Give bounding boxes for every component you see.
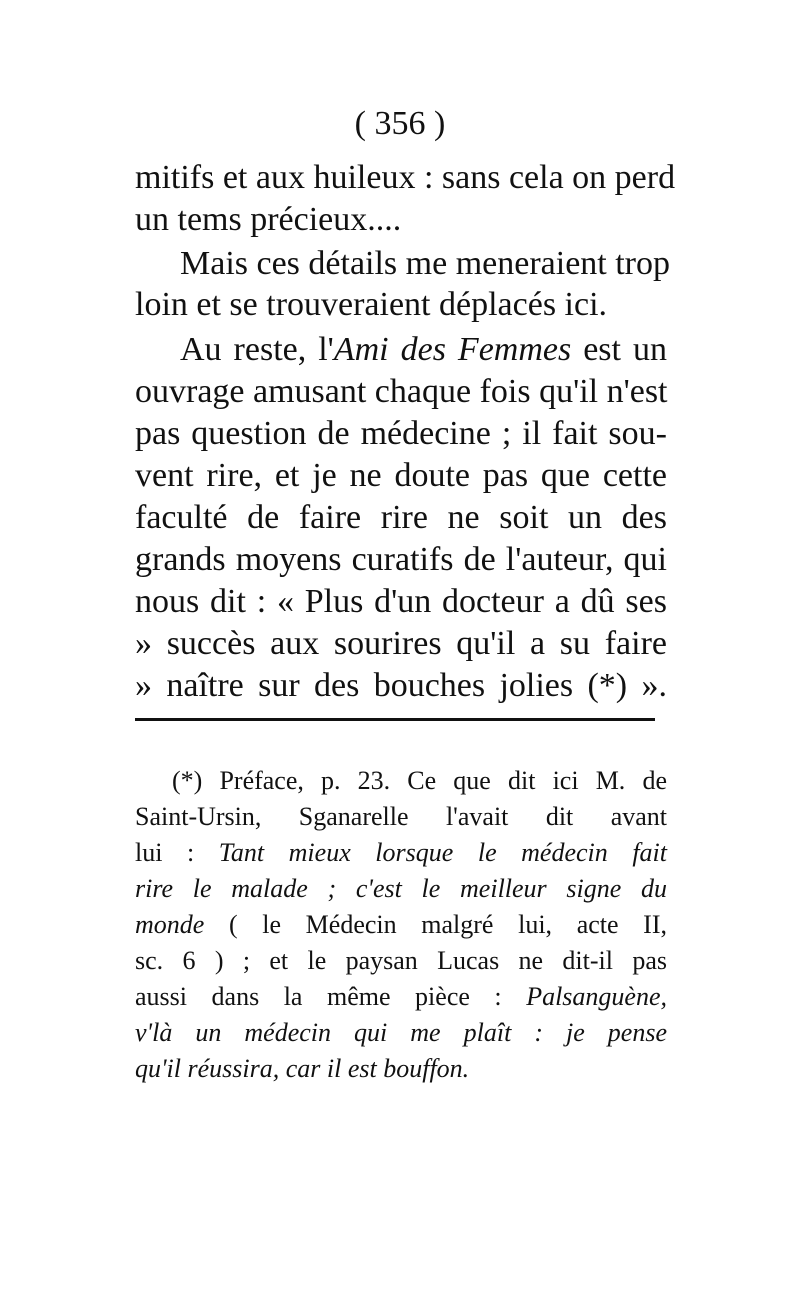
footnote-divider	[135, 718, 655, 721]
body-line-7: pas question de médecine ; il fait sou-	[135, 415, 667, 452]
footnote-line-2: Saint-Ursin, Sganarelle l'avait dit avant	[135, 802, 667, 831]
body-line-5-post: est un	[571, 331, 667, 368]
body-line-9: faculté de faire rire ne soit un des	[135, 499, 667, 536]
footnote-line-5-italic: monde	[135, 910, 205, 939]
page-number: ( 356 )	[354, 105, 446, 142]
body-line-10: grands moyens curatifs de l'auteur, qui	[135, 541, 667, 578]
footnote-line-7-pre: aussi dans la même pièce :	[135, 982, 527, 1011]
footnote-line-5-post: ( le Médecin malgré lui, acte II,	[204, 910, 667, 939]
body-line-8: vent rire, et je ne doute pas que cette	[135, 457, 667, 494]
body-line-6: ouvrage amusant chaque fois qu'il n'est	[135, 373, 668, 410]
body-line-2: un tems précieux....	[135, 201, 402, 238]
body-line-5	[180, 330, 667, 370]
footnote-line-9: qu'il réussira, car il est bouffon.	[135, 1054, 470, 1083]
body-line-5-pre: Au reste, l'	[180, 331, 334, 368]
book-title-ami-des-femmes: Ami des Femmes	[333, 331, 572, 368]
footnote-line-7	[135, 979, 667, 1015]
body-line-12: » succès aux sourires qu'il a su faire	[135, 625, 667, 662]
footnote-line-3-pre: lui :	[135, 838, 219, 867]
footnote-line-3-italic: Tant mieux lorsque le médecin fait	[218, 838, 668, 867]
body-line-13: » naître sur des bouches jolies (*) ».	[135, 667, 667, 704]
footnote-line-5	[135, 907, 667, 943]
body-line-1: mitifs et aux huileux : sans cela on perd	[135, 159, 676, 196]
footnote-line-1: (*) Préface, p. 23. Ce que dit ici M. de	[172, 766, 667, 795]
footnote-line-7-italic: Palsanguène,	[526, 982, 667, 1011]
body-line-4: loin et se trouveraient déplacés ici.	[135, 286, 608, 323]
footnote-line-4: rire le malade ; c'est le meilleur signe du	[135, 874, 667, 903]
footnote-line-3	[135, 835, 667, 871]
footnote-line-8: v'là un médecin qui me plaît : je pense	[135, 1018, 667, 1047]
body-line-3: Mais ces détails me meneraient trop	[180, 245, 670, 282]
body-line-11: nous dit : « Plus d'un docteur a dû ses	[135, 583, 667, 620]
footnote-line-6: sc. 6 ) ; et le paysan Lucas ne dit-il pas	[135, 946, 667, 975]
